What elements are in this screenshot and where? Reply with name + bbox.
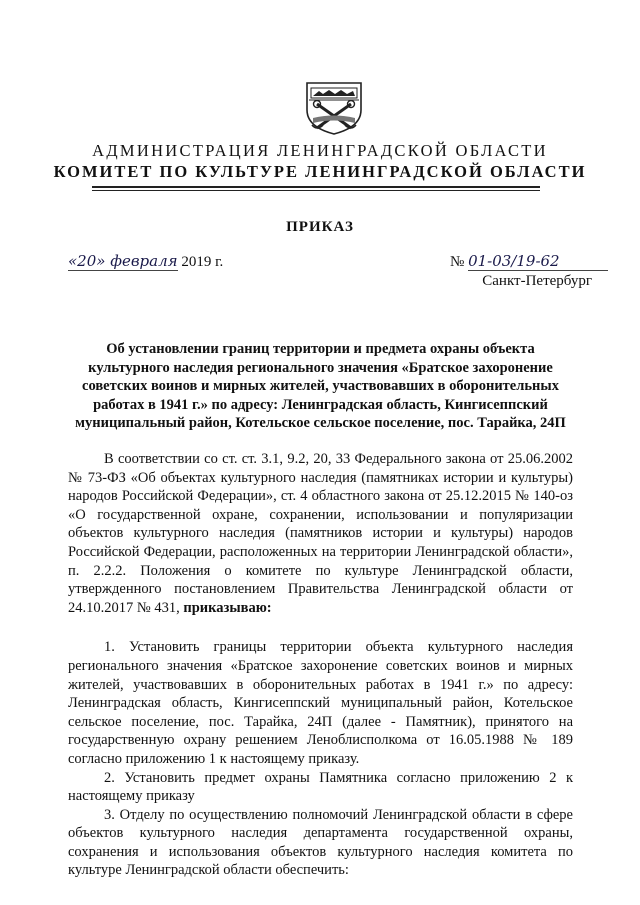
header-divider-thin: [92, 190, 540, 191]
date-year: 2019 г.: [181, 254, 224, 270]
coat-of-arms-emblem: [299, 80, 369, 136]
document-title: ПРИКАЗ: [286, 219, 354, 235]
handwritten-date: «20» февраля: [68, 252, 178, 270]
header-divider-thick: [92, 186, 540, 188]
order-subject: Об установлении границ территории и предмета охраны объекта культурного наследия регионального значения «Братское захоронение советских воинов и мирных жителей, участвовавших в оборонительных работах в 1941 г.» по адресу: Ленинградская область, Кингисеппский муниципальный район, Котельское сельское поселение, пос. Тарайка, 24П: [75, 341, 566, 431]
item-2-paragraph: 2. Установить предмет охраны Памятника согласно приложению 2 к настоящему приказу: [68, 769, 573, 805]
city-name: Санкт-Петербург: [482, 273, 592, 289]
committee-name: КОМИТЕТ ПО КУЛЬТУРЕ ЛЕНИНГРАДСКОЙ ОБЛАСТИ: [53, 162, 587, 181]
number-sign: №: [450, 254, 465, 270]
order-body: [68, 450, 573, 880]
item-3-paragraph: 3. Отделу по осуществлению полномочий Ленинградской области в сфере объектов культурного наследия департамента государственной охраны, сохранения и использования объектов культурного наследия комитета по культуре Ленинградской области обеспечить:: [68, 806, 573, 879]
preamble-text: В соответствии со ст. ст. 3.1, 9.2, 20, 33 Федерального закона от 25.06.2002 № 73-ФЗ «Об объектах культурного наследия (памятниках истории и культуры) народов Российской Федерации», ст. 4 областного закона от 25.12.2015 № 140-оз «О государственной охране, сохранении, использовании и популяризации объектов культурного наследия (памятников истории и культуры) народов Российской Федерации, расположенных на территории Ленинградской области», п. 2.2.2. Положения о комитете по культуре Ленинградской области, утвержденного постановлением Правительства Ленинградской области от 24.10.2017 № 431,: [68, 451, 573, 616]
order-word: приказываю:: [183, 599, 272, 616]
item-1-paragraph: 1. Установить границы территории объекта культурного наследия регионального значения «Братское захоронение советских воинов и мирных жителей, участвовавших в оборонительных работах в 1941 г.» по адресу: Ленинградская область, Кингисеппский муниципальный район, Котельское сельское поселение, пос. Тарайка, 24П (далее - Памятник), принятого на государственную охрану решением Леноблисполкома от 16.05.1988 № 189 согласно приложению 1 к настоящему приказу.: [68, 639, 573, 767]
order-number: [450, 252, 608, 271]
preamble-paragraph: [68, 450, 573, 617]
administration-name: АДМИНИСТРАЦИЯ ЛЕНИНГРАДСКОЙ ОБЛАСТИ: [92, 141, 548, 160]
order-date: [68, 252, 223, 274]
handwritten-number: 01-03/19-62: [468, 252, 608, 271]
